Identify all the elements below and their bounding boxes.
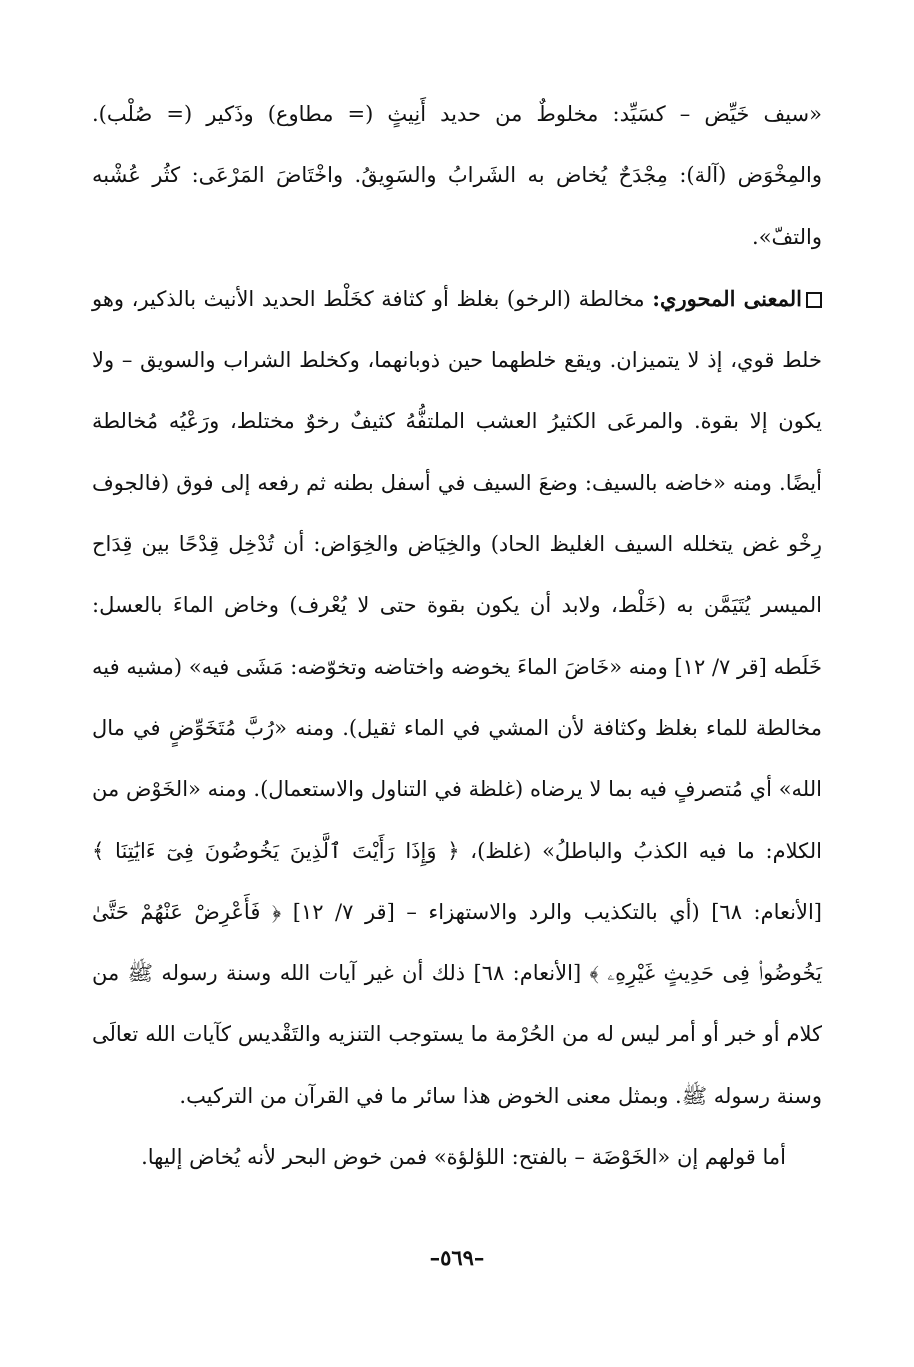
square-box-icon bbox=[806, 292, 822, 308]
core-meaning-lead: المعنى المحوري: bbox=[652, 285, 802, 311]
quote-paragraph: «سيف خَيِّض – كسَيِّد: مخلوطٌ من حديد أَنِيثٍ (= مطاوع) وذَكير (= صُلْب). والمِخْوَض (آلة): مِجْدَحٌ يُخاض به الشَرابُ والسَوِيقُ. واخْتَاضَ المَرْعَى: كثُر عُشْبه والتفّ». bbox=[92, 102, 822, 249]
body-text bbox=[92, 84, 822, 1188]
core-meaning-text: مخالطة (الرخو) بغلظ أو كثافة كخَلْط الحديد الأنيث بالذكير، وهو خلط قوي، إذ لا يتميزان. ويقع خلطهما حين ذوبانهما، وكخلط الشراب والسويق – ولا يكون إلا بقوة. والمرعَى الكثيرُ العشب الملتفُّهُ كثيفٌ رخوٌ مختلط، ورَعْيُه مُخالطة أيضًا. ومنه «خاضه بالسيف: وضعَ السيف في أسفل بطنه ثم رفعه إلى فوق (فالجوف رِخْو غض يتخلله السيف الغليظ الحاد) والخِيَاض والخِوَاض: أن تُدْخِل قِدْحًا بين قِدَاح الميسر يُتَيَمَّن به (خَلْط، ولابد أن يكون بقوة حتى لا يُعْرف) وخاض الماءَ بالعسل: خَلَطه [قر ٧/ ١٢] ومنه «خَاضَ الماءَ يخوضه واختاضه وتخوّضه: مَشَى فيه» (مشيه فيه مخالطة للماء بغلظ وكثافة لأن المشي في الماء ثقيل). ومنه «رُبَّ مُتَخَوِّضٍ في مال الله» أي مُتصرفٍ فيه بما لا يرضاه (غلظة في التناول والاستعمال). ومنه «الخَوْض من الكلام: ما فيه الكذبُ والباطلُ» (غلظ)، ﴿ وَإِذَا رَأَيْتَ ٱلَّذِينَ يَخُوضُونَ فِىٓ ءَايَٰتِنَا ﴾ [الأنعام: ٦٨] (أي بالتكذيب والرد والاستهزاء – [قر ٧/ ١٢] ﴿ فَأَعْرِضْ عَنْهُمْ حَتَّىٰ يَخُوضُوا۟ فِى حَدِيثٍ غَيْرِهِۦ ﴾ [الأنعام: ٦٨] ذلك أن غير آيات الله وسنة رسوله ﷺ من كلام أو خبر أو أمر ليس له من الحُرْمة ما يستوجب التنزيه والتَقْديس كآيات الله تعالَى وسنة رسوله ﷺ. وبمثل معنى الخوض هذا سائر ما في القرآن من التركيب. bbox=[92, 286, 822, 1108]
core-meaning-paragraph bbox=[92, 268, 822, 1127]
closing-paragraph: أما قولهم إن «الخَوْضَة – بالفتح: اللؤلؤة» فمن خوض البحر لأنه يُخاض إليها. bbox=[141, 1145, 786, 1170]
page-number: –٥٦٩– bbox=[429, 1245, 485, 1270]
